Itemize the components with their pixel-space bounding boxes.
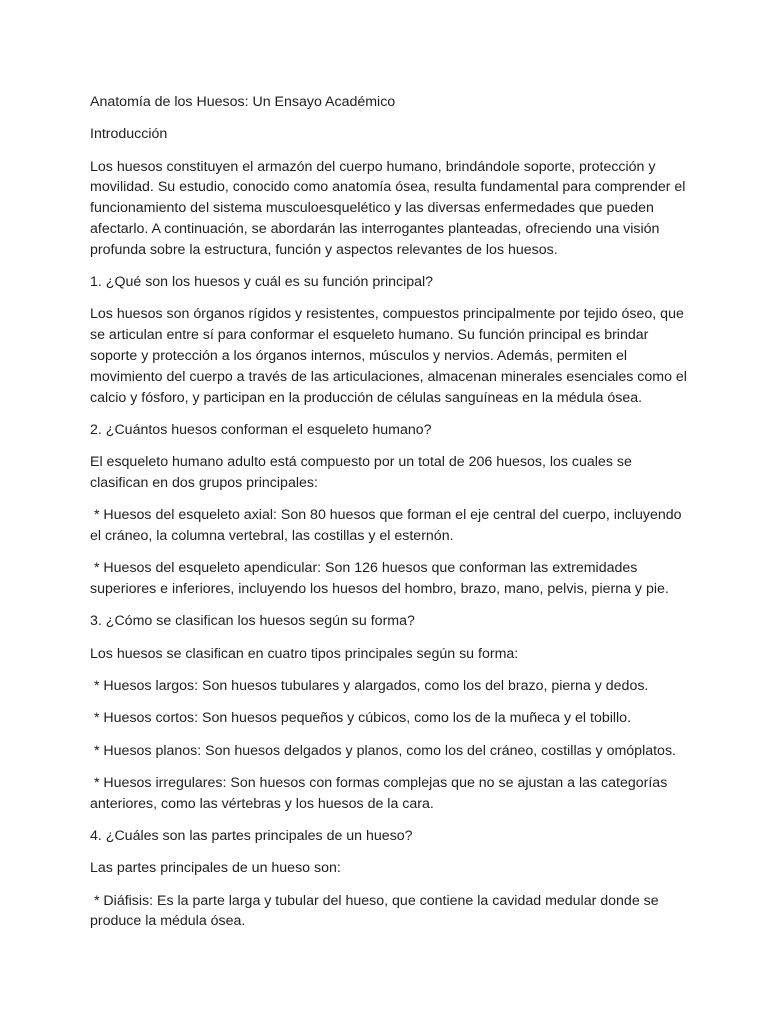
answer-4: Las partes principales de un hueso son: — [90, 860, 341, 877]
document-page — [90, 92, 690, 944]
question-2: 2. ¿Cuántos huesos conforman el esqueleto humano? — [90, 421, 432, 438]
answer-3-bullet-planos: * Huesos planos: Son huesos delgados y planos, como los del cráneo, costillas y omóplatos. — [90, 742, 676, 759]
document-title: Anatomía de los Huesos: Un Ensayo Académico — [90, 94, 396, 110]
intro-paragraph: Los huesos constituyen el armazón del cuerpo humano, brindándole soporte, protección y movilidad. Su estudio, conocido como anatomía ósea, resulta fundamental para comprender el funcionamiento del sistema musculoesquelético y las diversas enfermedades que pueden afectarlo. A continuación, se abordarán las interrogantes planteadas, ofreciendo una visión profunda sobre la estructura, función y aspectos relevantes de los huesos. — [90, 158, 690, 258]
question-4: 4. ¿Cuáles son las partes principales de un hueso? — [90, 828, 413, 845]
intro-heading: Introducción — [90, 126, 168, 143]
answer-1: Los huesos son órganos rígidos y resistentes, compuestos principalmente por tejido óseo, que se articulan entre sí para conformar el esqueleto humano. Su función principal es brindar soporte y protección a los órganos internos, músculos y nervios. Además, permiten el movimiento del cuerpo a través de las articulaciones, almacenan minerales esenciales como el calcio y fósforo, y participan en la producción de células sanguíneas en la médula ósea. — [90, 306, 691, 406]
answer-3-bullet-cortos: * Huesos cortos: Son huesos pequeños y cúbicos, como los de la muñeca y el tobillo. — [90, 710, 632, 727]
answer-3-bullet-irregulares: * Huesos irregulares: Son huesos con formas complejas que no se ajustan a las categorías anteriores, como las vértebras y los huesos de la cara. — [90, 774, 672, 812]
answer-4-bullet-diafisis: * Diáfisis: Es la parte larga y tubular del hueso, que contiene la cavidad medular donde se produce la médula ósea. — [90, 892, 663, 930]
answer-2-bullet-axial: * Huesos del esqueleto axial: Son 80 huesos que forman el eje central del cuerpo, incluyendo el cráneo, la columna vertebral, las costillas y el esternón. — [90, 507, 686, 545]
question-1: 1. ¿Qué son los huesos y cuál es su función principal? — [90, 274, 434, 291]
question-3: 3. ¿Cómo se clasifican los huesos según su forma? — [90, 613, 415, 630]
answer-2-bullet-apendicular: * Huesos del esqueleto apendicular: Son 126 huesos que conforman las extremidades superiores e inferiores, incluyendo los huesos del hombro, brazo, mano, pelvis, pierna y pie. — [90, 560, 669, 598]
answer-3: Los huesos se clasifican en cuatro tipos principales según su forma: — [90, 645, 519, 662]
answer-3-bullet-largos: * Huesos largos: Son huesos tubulares y alargados, como los del brazo, pierna y dedos. — [90, 678, 649, 695]
answer-2: El esqueleto humano adulto está compuesto por un total de 206 huesos, los cuales se clasifican en dos grupos principales: — [90, 454, 636, 491]
